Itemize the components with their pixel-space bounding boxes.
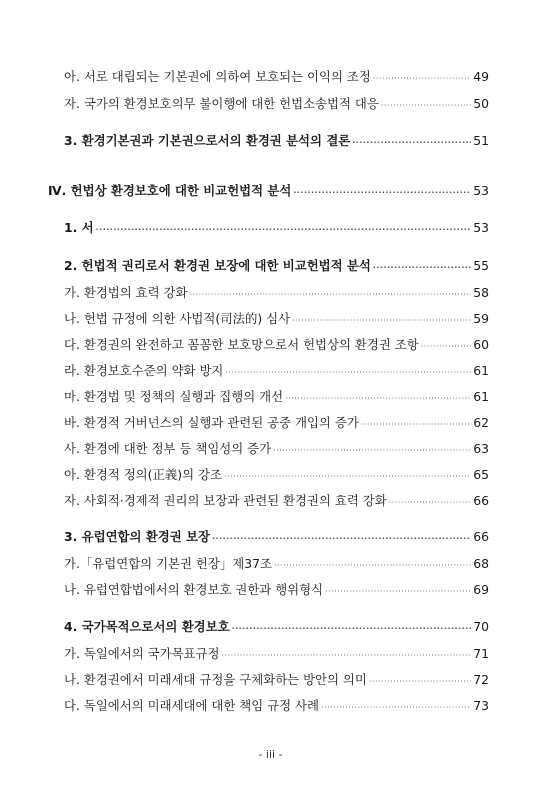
toc-entry-title: 다. 독일에서의 미래세대에 대한 책임 규정 사례: [64, 698, 319, 713]
toc-entry[interactable]: [64, 698, 489, 716]
dot-leader: [389, 495, 472, 511]
toc-entry-title: 바. 환경적 거버넌스의 실행과 관련된 공중 개입의 증가: [64, 415, 359, 430]
toc-entry-title: 가. 환경법의 효력 강화: [64, 285, 188, 300]
toc-entry-page: 66: [473, 493, 489, 508]
toc-entry[interactable]: [64, 389, 489, 407]
toc-section-page: 51: [473, 133, 489, 148]
dot-leader: [369, 674, 471, 690]
dot-leader: [352, 135, 471, 151]
toc-entry-page: 65: [473, 467, 489, 482]
toc-entry[interactable]: [64, 467, 489, 485]
toc-entry[interactable]: [64, 493, 489, 511]
toc-entry-page: 61: [473, 363, 489, 378]
dot-leader: [325, 584, 471, 600]
dot-leader: [361, 417, 471, 433]
page-number: - iii -: [258, 748, 283, 761]
toc-entry[interactable]: [64, 415, 489, 433]
toc-section-page: 66: [473, 529, 489, 544]
dot-leader: [373, 71, 471, 87]
dot-leader: [96, 222, 472, 238]
toc-entry-page: 63: [473, 441, 489, 456]
toc-entry-title: 라. 환경보호수준의 약화 방지: [64, 363, 224, 378]
toc-entry-title: 가. 독일에서의 국가목표규정: [64, 646, 220, 661]
toc-entry-title: 아. 서로 대립되는 기본권에 의하여 보호되는 이익의 조정: [64, 69, 371, 84]
toc-section-title: 1. 서: [64, 220, 94, 235]
toc-entry[interactable]: [64, 337, 489, 355]
toc-section[interactable]: [64, 619, 489, 637]
toc-chapter-title: Ⅳ. 헌법상 환경보호에 대한 비교헌법적 분석: [48, 183, 292, 198]
toc-section[interactable]: [64, 220, 489, 238]
toc-entry-title: 사. 환경에 대한 정부 등 책임성의 증가: [64, 441, 272, 456]
toc-entry-title: 가.「유럽연합의 기본권 헌장」제37조: [64, 556, 272, 571]
toc-entry-title: 아. 환경적 정의(正義)의 강조: [64, 467, 222, 482]
dot-leader: [225, 365, 471, 381]
toc-entry[interactable]: [64, 363, 489, 381]
toc-entry-page: 59: [473, 311, 489, 326]
dot-leader: [221, 648, 471, 664]
toc-entry[interactable]: [64, 672, 489, 690]
toc-entry-title: 자. 국가의 환경보호의무 불이행에 대한 헌법소송법적 대응: [64, 96, 379, 111]
toc-entry-page: 62: [473, 415, 489, 430]
dot-leader: [274, 558, 471, 574]
toc-entry[interactable]: [64, 96, 489, 114]
toc-section[interactable]: [64, 529, 489, 547]
dot-leader: [293, 185, 471, 201]
toc-section[interactable]: [64, 133, 489, 151]
toc-section-page: 55: [473, 258, 489, 273]
dot-leader: [321, 700, 471, 716]
toc-entry-page: 73: [473, 698, 489, 713]
toc-entry-page: 71: [473, 646, 489, 661]
dot-leader: [273, 443, 471, 459]
dot-leader: [292, 313, 471, 329]
toc-section-title: 2. 헌법적 권리로서 환경권 보장에 대한 비교헌법적 분석: [64, 258, 371, 273]
toc-entry-page: 58: [473, 285, 489, 300]
toc-entry-page: 69: [473, 582, 489, 597]
toc-entry-title: 자. 사회적·경제적 권리의 보장과 관련된 환경권의 효력 강화: [64, 493, 387, 508]
dot-leader: [381, 98, 471, 114]
toc-entry[interactable]: [64, 646, 489, 664]
dot-leader: [224, 469, 471, 485]
toc-entry[interactable]: [64, 556, 489, 574]
toc-entry-title: 나. 헌법 규정에 의한 사법적(司法的) 심사: [64, 311, 291, 326]
dot-leader: [373, 260, 471, 276]
toc-section-title: 4. 국가목적으로서의 환경보호: [64, 619, 230, 634]
toc-entry-page: 68: [473, 556, 489, 571]
dot-leader: [212, 531, 471, 547]
toc-entry-page: 61: [473, 389, 489, 404]
toc-chapter[interactable]: [48, 183, 489, 201]
toc-entry-page: 49: [473, 69, 489, 84]
toc-section-page: 70: [473, 619, 489, 634]
toc-entry-page: 50: [473, 96, 489, 111]
toc-entry-title: 마. 환경법 및 정책의 실행과 집행의 개선: [64, 389, 284, 404]
toc-entry[interactable]: [64, 311, 489, 329]
toc-section[interactable]: [64, 258, 489, 276]
toc-entry[interactable]: [64, 69, 489, 87]
toc-entry-title: 다. 환경권의 완전하고 꼼꼼한 보호망으로서 헌법상의 환경권 조항: [64, 337, 419, 352]
toc-entry[interactable]: [64, 582, 489, 600]
toc-entry-title: 나. 환경권에서 미래세대 규정을 구체화하는 방안의 의미: [64, 672, 367, 687]
toc-entry-title: 나. 유럽연합법에서의 환경보호 권한과 행위형식: [64, 582, 324, 597]
toc-section-title: 3. 환경기본권과 기본권으로서의 환경권 분석의 결론: [64, 133, 351, 148]
dot-leader: [232, 621, 472, 637]
toc-entry[interactable]: [64, 441, 489, 459]
toc-section-title: 3. 유럽연합의 환경권 보장: [64, 529, 210, 544]
toc-chapter-page: 53: [473, 183, 489, 198]
toc-entry-page: 72: [473, 672, 489, 687]
toc-section-page: 53: [473, 220, 489, 235]
toc-entry[interactable]: [64, 285, 489, 303]
dot-leader: [285, 391, 471, 407]
dot-leader: [189, 287, 471, 303]
dot-leader: [421, 339, 472, 355]
toc-entry-page: 60: [473, 337, 489, 352]
